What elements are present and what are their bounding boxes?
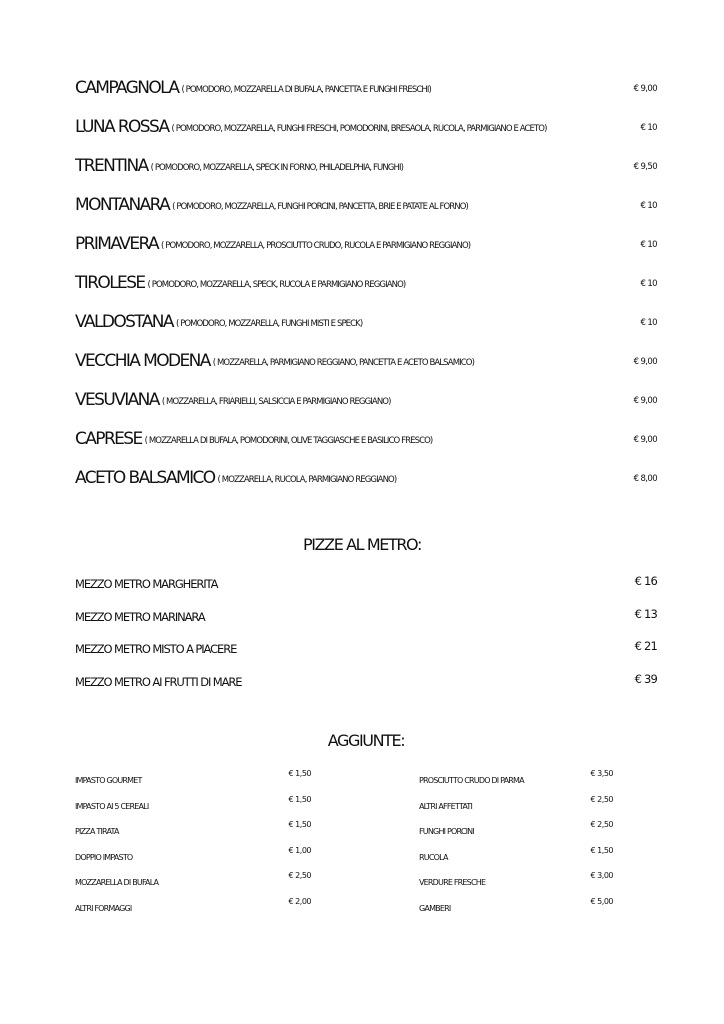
metro-item [75,606,657,639]
pizza-ingredients: ( MOZZARELLA, RUCOLA, PARMIGIANO REGGIANO) [217,475,397,485]
pizza-name: TRENTINA [75,156,148,176]
pizza-item [75,390,657,429]
aggiunta-item [75,768,311,794]
pizza-item [75,156,657,195]
pizza-name: LUNA ROSSA [75,117,169,137]
aggiunta-price: € 2,50 [288,871,311,881]
pizza-item [75,468,657,507]
aggiunta-name: DOPPIO IMPASTO [75,852,133,862]
pizza-price: € 9,00 [633,435,657,445]
pizza-price: € 10 [640,201,657,211]
pizza-item [75,234,657,273]
section-title-aggiunte: AGGIUNTE: [327,731,405,750]
aggiunta-name: PROSCIUTTO CRUDO DI PARMA [419,776,524,785]
pizza-ingredients: ( POMODORO, MOZZARELLA, FUNGHI MISTI E SPECK) [175,319,363,329]
pizza-price: € 10 [640,240,657,250]
aggiunta-item [75,819,311,845]
pizza-ingredients: ( MOZZARELLA DI BUFALA, POMODORINI, OLIVE TAGGIASCHE E BASILICO FRESCO) [144,436,433,446]
aggiunta-item [419,870,613,896]
pizza-item [75,273,657,312]
aggiunta-name: ALTRI FORMAGGI [75,903,132,913]
aggiunta-name: IMPASTO AI 5 CEREALI [75,801,149,811]
metro-item [75,671,657,704]
pizza-name: VALDOSTANA [75,312,173,332]
pizza-item [75,195,657,234]
aggiunta-price: € 3,00 [590,871,613,881]
aggiunta-price: € 5,00 [590,896,613,906]
aggiunte-right-column [419,768,613,922]
pizza-price: € 8,00 [633,474,657,484]
aggiunta-price: € 1,50 [590,845,613,855]
aggiunta-item [419,819,613,845]
aggiunta-price: € 2,50 [590,794,613,804]
aggiunta-price: € 1,50 [288,820,311,830]
aggiunta-name: VERDURE FRESCHE [419,878,486,888]
pizza-ingredients: ( POMODORO, MOZZARELLA, SPECK IN FORNO, PHILADELPHIA, FUNGHI) [150,163,403,173]
pizza-ingredients: ( POMODORO, MOZZARELLA, FUNGHI PORCINI, PANCETTA, BRIE E PATATE AL FORNO) [172,202,468,212]
pizza-name: MONTANARA [75,195,170,215]
aggiunta-name: MOZZARELLA DI BUFALA [75,878,159,888]
metro-item-price: € 16 [634,574,657,588]
aggiunta-item [419,768,613,794]
pizza-name: CAMPAGNOLA [75,78,179,98]
aggiunta-item [419,896,613,922]
metro-item [75,573,657,606]
aggiunta-price: € 1,50 [288,794,311,804]
pizza-item [75,78,657,117]
metro-item [75,638,657,671]
pizza-ingredients: ( POMODORO, MOZZARELLA, PROSCIUTTO CRUDO, RUCOLA E PARMIGIANO REGGIANO) [161,241,471,251]
pizza-name: ACETO BALSAMICO [75,468,215,488]
pizza-name: VECCHIA MODENA [75,351,210,371]
pizza-item [75,117,657,156]
pizza-price: € 9,00 [633,357,657,367]
aggiunta-name: RUCOLA [419,852,448,862]
aggiunta-item [419,794,613,820]
metro-item-name: MEZZO METRO MARGHERITA [75,577,218,591]
metro-item-name: MEZZO METRO MISTO A PIACERE [75,642,237,656]
pizza-price: € 10 [640,318,657,328]
aggiunta-item [75,845,311,871]
pizza-ingredients: ( POMODORO, MOZZARELLA DI BUFALA, PANCETTA E FUNGHI FRESCHI) [181,85,431,95]
aggiunta-name: FUNGHI PORCINI [419,827,474,837]
pizza-name: VESUVIANA [75,390,159,410]
pizza-name: PRIMAVERA [75,234,159,254]
aggiunta-item [75,794,311,820]
aggiunta-name: PIZZA TIRATA [75,827,119,837]
metro-item-name: MEZZO METRO AI FRUTTI DI MARE [75,674,242,689]
pizza-ingredients: ( MOZZARELLA, FRIARIELLI, SALSICCIA E PARMIGIANO REGGIANO) [161,397,391,407]
aggiunte-left-column [75,768,311,922]
pizza-list [75,78,657,507]
metro-item-price: € 39 [634,671,657,686]
pizza-ingredients: ( POMODORO, MOZZARELLA, FUNGHI FRESCHI, POMODORINI, BRESAOLA, RUCOLA, PARMIGIANO E ACETO) [171,124,547,134]
aggiunta-name: ALTRI AFFETTATI [419,801,473,811]
aggiunta-item [419,845,613,871]
pizza-price: € 10 [640,279,657,289]
aggiunta-price: € 2,00 [288,896,311,906]
pizza-name: CAPRESE [75,429,142,449]
aggiunta-price: € 2,50 [590,820,613,830]
pizza-ingredients: ( POMODORO, MOZZARELLA, SPECK, RUCOLA E PARMIGIANO REGGIANO) [147,280,406,290]
aggiunta-price: € 1,00 [288,845,311,855]
pizza-price: € 9,00 [633,396,657,406]
aggiunta-item [75,870,311,896]
pizza-item [75,429,657,468]
section-title-metro: PIZZE AL METRO: [303,535,421,554]
pizza-item [75,312,657,351]
aggiunta-price: € 1,50 [288,769,311,778]
pizza-item [75,351,657,390]
pizza-price: € 10 [640,123,657,133]
metro-item-name: MEZZO METRO MARINARA [75,609,205,624]
aggiunta-name: IMPASTO GOURMET [75,776,142,785]
pizza-name: TIROLESE [75,273,145,293]
pizza-ingredients: ( MOZZARELLA, PARMIGIANO REGGIANO, PANCETTA E ACETO BALSAMICO) [212,358,474,368]
metro-item-price: € 13 [634,606,657,621]
aggiunta-item [75,896,311,922]
aggiunta-price: € 3,50 [590,769,613,778]
pizza-price: € 9,50 [633,162,657,172]
metro-list [75,573,657,703]
aggiunta-name: GAMBERI [419,903,451,913]
pizza-price: € 9,00 [633,84,657,94]
metro-item-price: € 21 [634,639,657,653]
